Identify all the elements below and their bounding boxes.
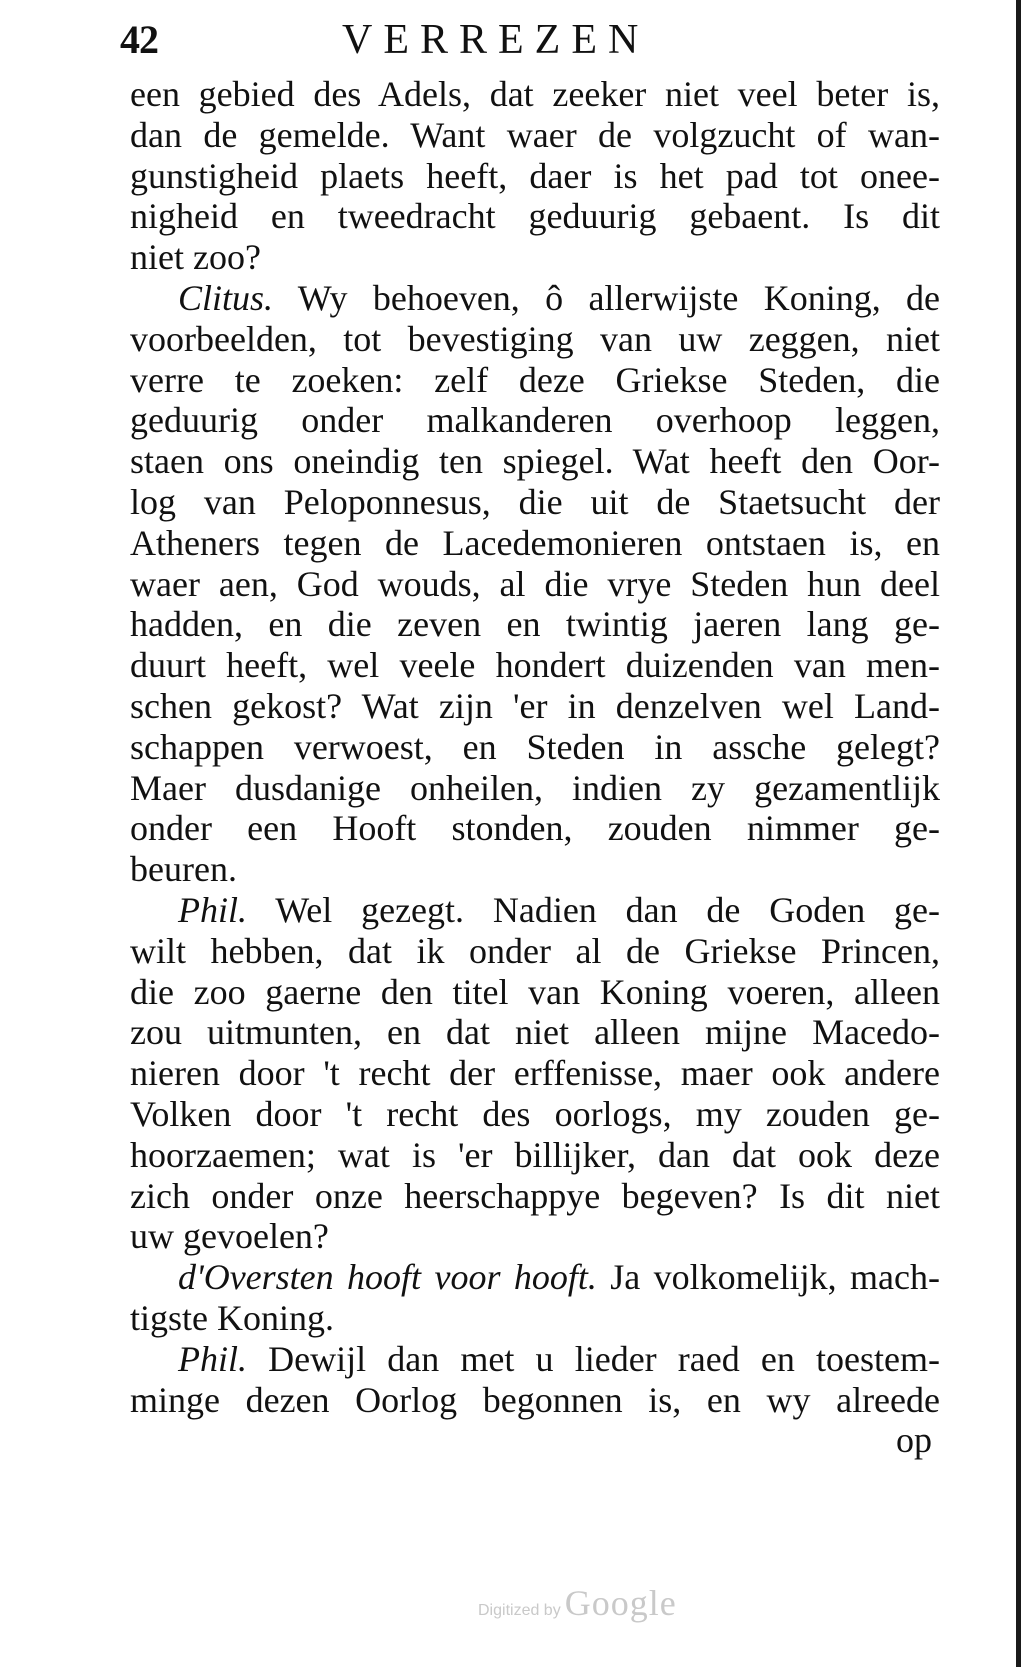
speaker-label: Phil. <box>178 889 247 930</box>
running-head <box>120 14 940 70</box>
speech-line <box>130 1339 940 1380</box>
speech-text: Ja volkomelijk, mach- <box>610 1257 940 1298</box>
page-number: 42 <box>120 17 158 62</box>
text-line: schappen verwoest, en Steden in assche gelegt? <box>130 726 940 767</box>
watermark-prefix: Digitized by <box>478 1602 561 1619</box>
speaker-label: d'Oversten hooft voor hooft. <box>178 1257 597 1298</box>
speech-text: Dewijl dan met u lieder raed en toestem- <box>268 1338 940 1379</box>
text-line: Maer dusdanige onheilen, indien zy gezamentlijk <box>130 767 940 808</box>
text-line: log van Peloponnesus, die uit de Staetsucht der <box>130 481 940 522</box>
text-line: tigste Koning. <box>130 1297 334 1338</box>
catchword: op <box>896 1420 932 1461</box>
text-line: niet zoo? <box>130 237 261 278</box>
text-line: staen ons oneindig ten spiegel. Wat heeft den Oor- <box>130 441 940 482</box>
running-title: VERREZEN <box>342 17 650 63</box>
text-line: voorbeelden, tot bevestiging van uw zeggen, niet <box>130 318 940 359</box>
text-line: uw gevoelen? <box>130 1216 329 1257</box>
speech-line <box>130 890 940 931</box>
text-line: Volken door 't recht des oorlogs, my zouden ge- <box>130 1093 940 1134</box>
text-line: schen gekost? Wat zijn 'er in denzelven wel Land- <box>130 685 940 726</box>
speech-text: Wy behoeven, ô allerwijste Koning, de <box>297 277 941 318</box>
speech-line <box>130 278 940 319</box>
digitized-by-watermark <box>478 1582 718 1626</box>
text-line: Atheners tegen de Lacedemonieren ontstaen is, en <box>130 522 940 563</box>
speech-text: Wel gezegt. Nadien dan de Goden ge- <box>275 889 941 930</box>
text-line: zich onder onze heerschappye begeven? Is dit niet <box>130 1175 940 1216</box>
text-line: geduurig onder malkanderen overhoop leggen, <box>130 400 940 441</box>
text-line: die zoo gaerne den titel van Koning voeren, alleen <box>130 971 940 1012</box>
text-line: duurt heeft, wel veele hondert duizenden van men- <box>130 645 940 686</box>
speech-line <box>130 1257 940 1298</box>
text-line: beuren. <box>130 849 237 890</box>
text-line: gunstigheid plaets heeft, daer is het pad tot onee- <box>130 155 940 196</box>
text-line: zou uitmunten, en dat niet alleen mijne Macedo- <box>130 1012 940 1053</box>
text-block <box>130 74 940 1461</box>
text-line: verre te zoeken: zelf deze Griekse Steden, die <box>130 359 940 400</box>
text-line: wilt hebben, dat ik onder al de Griekse Princen, <box>130 930 940 971</box>
page-edge <box>1016 0 1035 1667</box>
text-line: een gebied des Adels, dat zeeker niet veel beter is, <box>130 74 940 114</box>
text-line: dan de gemelde. Want waer de volgzucht of wan- <box>130 114 940 155</box>
text-line: minge dezen Oorlog begonnen is, en wy alreede <box>130 1379 940 1420</box>
google-logo: Google <box>564 1583 677 1623</box>
text-line: waer aen, God wouds, al die vrye Steden hun deel <box>130 563 940 604</box>
speaker-label: Clitus. <box>178 277 274 318</box>
text-line: hoorzaemen; wat is 'er billijker, dan dat ook deze <box>130 1134 940 1175</box>
text-line: nigheid en tweedracht geduurig gebaent. Is dit <box>130 196 940 237</box>
text-line: nieren door 't recht der erffenisse, maer ook andere <box>130 1053 940 1094</box>
text-line: onder een Hooft stonden, zouden nimmer ge- <box>130 808 940 849</box>
text-line: hadden, en die zeven en twintig jaeren lang ge- <box>130 604 940 645</box>
speaker-label: Phil. <box>178 1338 247 1379</box>
